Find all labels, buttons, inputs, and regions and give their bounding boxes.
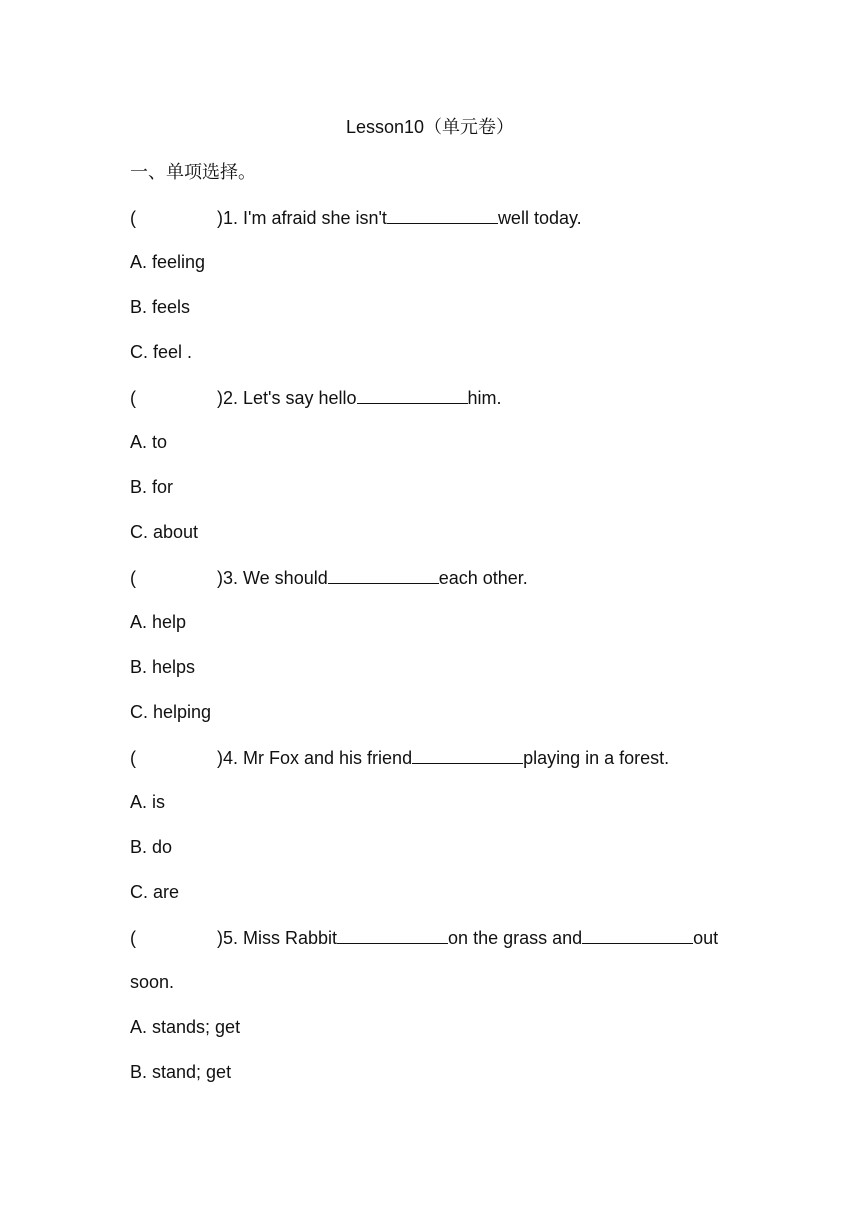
question-5-middle: on the grass and [448,928,583,948]
question-4-option-a: A. is [130,792,166,812]
question-1-option-a: A. feeling [130,252,206,272]
answer-blank [328,563,439,584]
question-5-continuation: soon. [130,972,175,992]
answer-paren: ( [130,748,136,768]
question-3-stem [130,563,750,608]
answer-paren: ( [130,388,136,408]
question-4-option-b: B. do [130,837,173,857]
answer-paren: ( [130,208,136,228]
question-1-stem [130,203,750,248]
question-4-stem [130,743,750,788]
question-3-suffix: each other. [438,568,528,588]
question-2-option-c: C. about [130,522,199,542]
question-list [130,158,750,1103]
answer-blank [387,203,498,224]
section-heading: 一、单项选择。 [130,162,256,182]
question-2-option-a: A. to [130,432,168,452]
answer-paren: ( [130,928,136,948]
question-2-suffix: him. [467,388,502,408]
question-5-suffix: out [693,928,719,948]
question-4-prefix: )4. Mr Fox and his friend [217,748,413,768]
question-5-option-a: A. stands; get [130,1017,241,1037]
question-1-prefix: )1. I'm afraid she isn't [217,208,387,228]
answer-blank [582,923,693,944]
question-3-option-a: A. help [130,612,187,632]
question-4-option-c: C. are [130,882,180,902]
answer-blank [337,923,448,944]
question-2-prefix: )2. Let's say hello [217,388,357,408]
question-3-prefix: )3. We should [217,568,328,588]
question-3-option-c: C. helping [130,702,212,722]
answer-blank [357,383,468,404]
answer-blank [412,743,523,764]
question-4-suffix: playing in a forest. [523,748,670,768]
question-5-stem [130,923,750,968]
question-2-option-b: B. for [130,477,174,497]
document-title: Lesson10（单元卷） [345,117,515,137]
question-5-option-b: B. stand; get [130,1062,232,1082]
answer-paren: ( [130,568,136,588]
question-2-stem [130,383,750,428]
question-1-suffix: well today. [497,208,582,228]
question-3-option-b: B. helps [130,657,196,677]
question-1-option-c: C. feel . [130,342,193,362]
question-1-option-b: B. feels [130,297,191,317]
question-5-prefix: )5. Miss Rabbit [217,928,338,948]
